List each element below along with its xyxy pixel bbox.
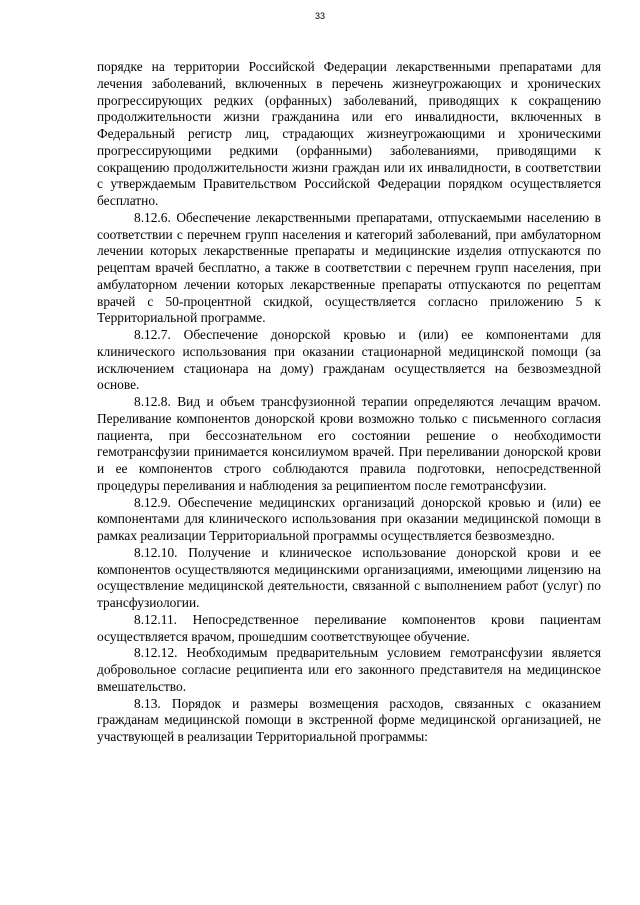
paragraph-continuation: порядке на территории Российской Федерации лекарственными препаратами для лечения заболеваний, включенных в перечень жизнеугрожающих и хронических прогрессирующих редких (орфанных) заболеваний, приводящих к сокращению продолжительности жизни гражданина или его инвалидности, включенных в Федеральный регистр лиц, страдающих жизнеугрожающими и хроническими прогрессирующими редкими (орфанными) заболеваниями, приводящими к сокращению продолжительности жизни граждан или их инвалидности, в соответствии с утверждаемым Правительством Российской Федерации порядком осуществляется бесплатно.	[97, 59, 601, 208]
paragraph-8-12-9: 8.12.9. Обеспечение медицинских организаций донорской кровью и (или) ее компонентами для клинического использования при оказании медицинской помощи в рамках реализации Территориальной программы осуществляется безвозмездно.	[97, 494, 601, 543]
paragraph-8-12-11: 8.12.11. Непосредственное переливание компонентов крови пациентам осуществляется врачом, прошедшим соответствующее обучение.	[97, 611, 601, 644]
document-body	[97, 59, 601, 746]
paragraph-8-12-7: 8.12.7. Обеспечение донорской кровью и (или) ее компонентами для клинического использования при оказании стационарной медицинской помощи (за исключением стационара на дому) гражданам осуществляется на безвозмездной основе.	[97, 327, 601, 393]
page-number: 33	[314, 11, 325, 21]
paragraph-8-12-6: 8.12.6. Обеспечение лекарственными препаратами, отпускаемыми населению в соответствии с перечнем групп населения и категорий заболеваний, при амбулаторном лечении которых лекарственные препараты и медицинские изделия отпускаются по рецептам врачей бесплатно, а также в соответствии с перечнем групп населения, при амбулаторном лечении которых лекарственные препараты отпускаются по рецептам врачей с 50-процентной скидкой, осуществляется согласно приложению 5 к Территориальной программе.	[97, 209, 601, 326]
paragraph-8-12-10: 8.12.10. Получение и клиническое использование донорской крови и ее компонентов осуществляются медицинскими организациями, имеющими лицензию на осуществление медицинской деятельности, связанной с выполнением работ (услуг) по трансфузиологии.	[97, 544, 601, 610]
paragraph-8-12-8: 8.12.8. Вид и объем трансфузионной терапии определяются лечащим врачом. Переливание компонентов донорской крови возможно только с письменного согласия пациента, при бессознательном его состоянии решение о необходимости гемотрансфузии принимается консилиумом врачей. При переливании донорской крови и ее компонентов строго соблюдаются правила подготовки, непосредственной процедуры переливания и наблюдения за реципиентом после гемотрансфузии.	[97, 394, 601, 493]
paragraph-8-13: 8.13. Порядок и размеры возмещения расходов, связанных с оказанием гражданам медицинской помощи в экстренной форме медицинской организацией, не участвующей в реализации Территориальной программы:	[97, 695, 601, 744]
paragraph-8-12-12: 8.12.12. Необходимым предварительным условием гемотрансфузии является добровольное согласие реципиента или его законного представителя на медицинское вмешательство.	[97, 645, 601, 694]
